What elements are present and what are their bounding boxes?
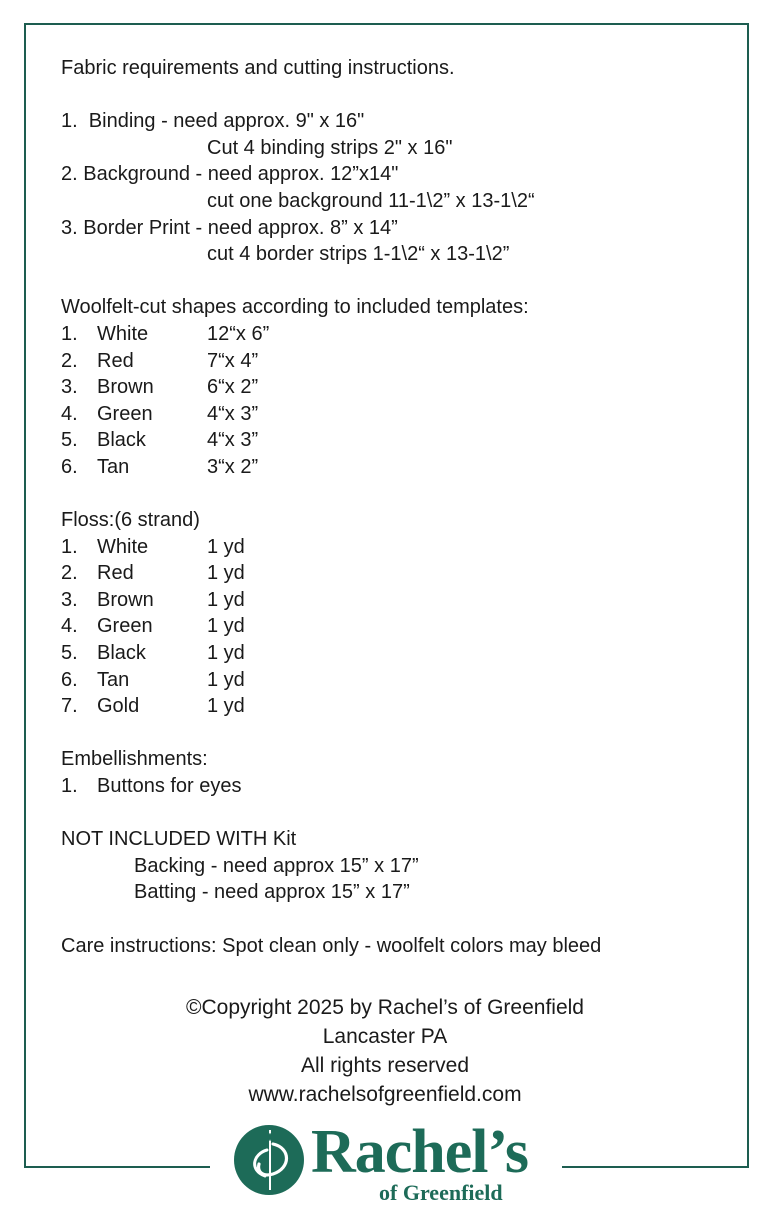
- list-item: 7. Gold 1 yd: [61, 695, 245, 718]
- care-instructions: Care instructions: Spot clean only - woolfelt colors may bleed: [61, 934, 602, 957]
- list-item: 2. Red 7“x 4”: [61, 349, 259, 372]
- list-item: 2. Red 1 yd: [61, 562, 245, 585]
- floss-heading: Floss:(6 strand): [61, 509, 200, 532]
- company-logo: [233, 1118, 543, 1208]
- website-link[interactable]: www.rachelsofgreenfield.com: [248, 1083, 522, 1106]
- location-text: Lancaster PA: [322, 1025, 448, 1048]
- logo-subtitle: of Greenfield: [379, 1180, 503, 1205]
- list-item: 5. Black 4“x 3”: [61, 429, 259, 452]
- list-item: 3. Brown 6“x 2”: [61, 376, 259, 399]
- list-item: 5. Black 1 yd: [61, 642, 245, 665]
- embellishments-heading: Embellishments:: [61, 748, 208, 771]
- fabric-cut-binding: Cut 4 binding strips 2" x 16": [207, 136, 453, 159]
- rights-text: All rights reserved: [300, 1054, 470, 1077]
- copyright-text: ©Copyright 2025 by Rachel’s of Greenfield: [186, 996, 584, 1019]
- footer: [0, 993, 770, 1109]
- fabric-item-binding: 1. Binding - need approx. 9" x 16": [61, 110, 365, 133]
- list-item: 6. Tan 3“x 2”: [61, 455, 259, 478]
- fabric-item-background: 2. Background - need approx. 12”x14": [61, 163, 399, 186]
- not-included-heading: NOT INCLUDED WITH Kit: [61, 828, 297, 851]
- fabric-cut-border-print: cut 4 border strips 1-1\2“ x 13-1\2”: [207, 243, 510, 266]
- instructions-content: [61, 55, 721, 959]
- woolfelt-heading: Woolfelt-cut shapes according to included templates:: [61, 296, 529, 319]
- fabric-item-border-print: 3. Border Print - need approx. 8” x 14”: [61, 216, 398, 239]
- list-item: 1. White 1 yd: [61, 535, 245, 558]
- list-item: 4. Green 1 yd: [61, 615, 245, 638]
- list-item: 1. Buttons for eyes: [61, 775, 242, 798]
- list-item: 4. Green 4“x 3”: [61, 402, 259, 425]
- needle-thread-circle-icon: [233, 1124, 305, 1196]
- list-item: 6. Tan 1 yd: [61, 668, 245, 691]
- not-included-batting: Batting - need approx 15” x 17”: [134, 881, 410, 904]
- not-included-backing: Backing - need approx 15” x 17”: [134, 854, 419, 877]
- list-item: 1. White 12“x 6”: [61, 322, 270, 345]
- list-item: 3. Brown 1 yd: [61, 588, 245, 611]
- logo-name: Rachel’s: [311, 1118, 528, 1186]
- page-title: Fabric requirements and cutting instructions.: [61, 57, 455, 79]
- fabric-cut-background: cut one background 11-1\2” x 13-1\2“: [207, 189, 535, 212]
